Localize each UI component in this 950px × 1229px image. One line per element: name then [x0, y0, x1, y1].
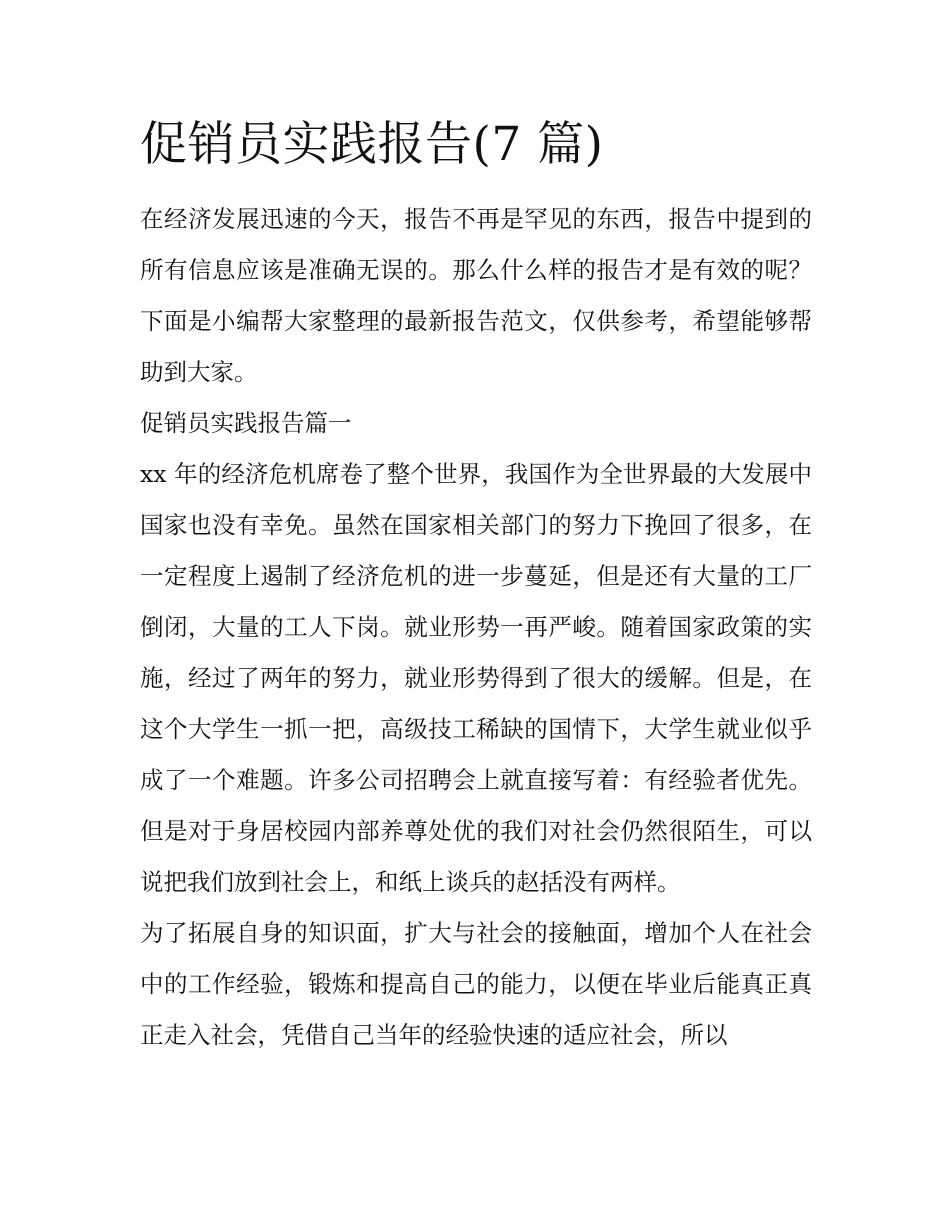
- document-page: [140, 112, 812, 1061]
- body-paragraph-2: 为了拓展自身的知识面，扩大与社会的接触面，增加个人在社会中的工作经验，锻炼和提高自己的能力，以便在毕业后能真正真正走入社会，凭借自己当年的经验快速的适应社会，所以: [140, 919, 812, 1049]
- intro-paragraph: 在经济发展迅速的今天，报告不再是罕见的东西，报告中提到的所有信息应该是准确无误的。那么什么样的报告才是有效的呢？下面是小编帮大家整理的最新报告范文，仅供参考，希望能够帮助到大家。: [140, 205, 812, 386]
- body-paragraph-1: xx 年的经济危机席卷了整个世界，我国作为全世界最的大发展中国家也没有幸免。虽然在国家相关部门的努力下挽回了很多，在一定程度上遏制了经济危机的进一步蔓延，但是还有大量的工厂倒闭，大量的工人下岗。就业形势一再严峻。随着国家政策的实施，经过了两年的努力，就业形势得到了很大的缓解。但是，在这个大学生一抓一把，高级技工稀缺的国情下，大学生就业似乎成了一个难题。许多公司招聘会上就直接写着：有经验者优先。但是对于身居校园内部养尊处优的我们对社会仍然很陌生，可以说把我们放到社会上，和纸上谈兵的赵括没有两样。: [140, 460, 812, 896]
- document-title: 促销员实践报告(7 篇): [140, 117, 604, 172]
- section-heading: 促销员实践报告篇一: [140, 409, 352, 437]
